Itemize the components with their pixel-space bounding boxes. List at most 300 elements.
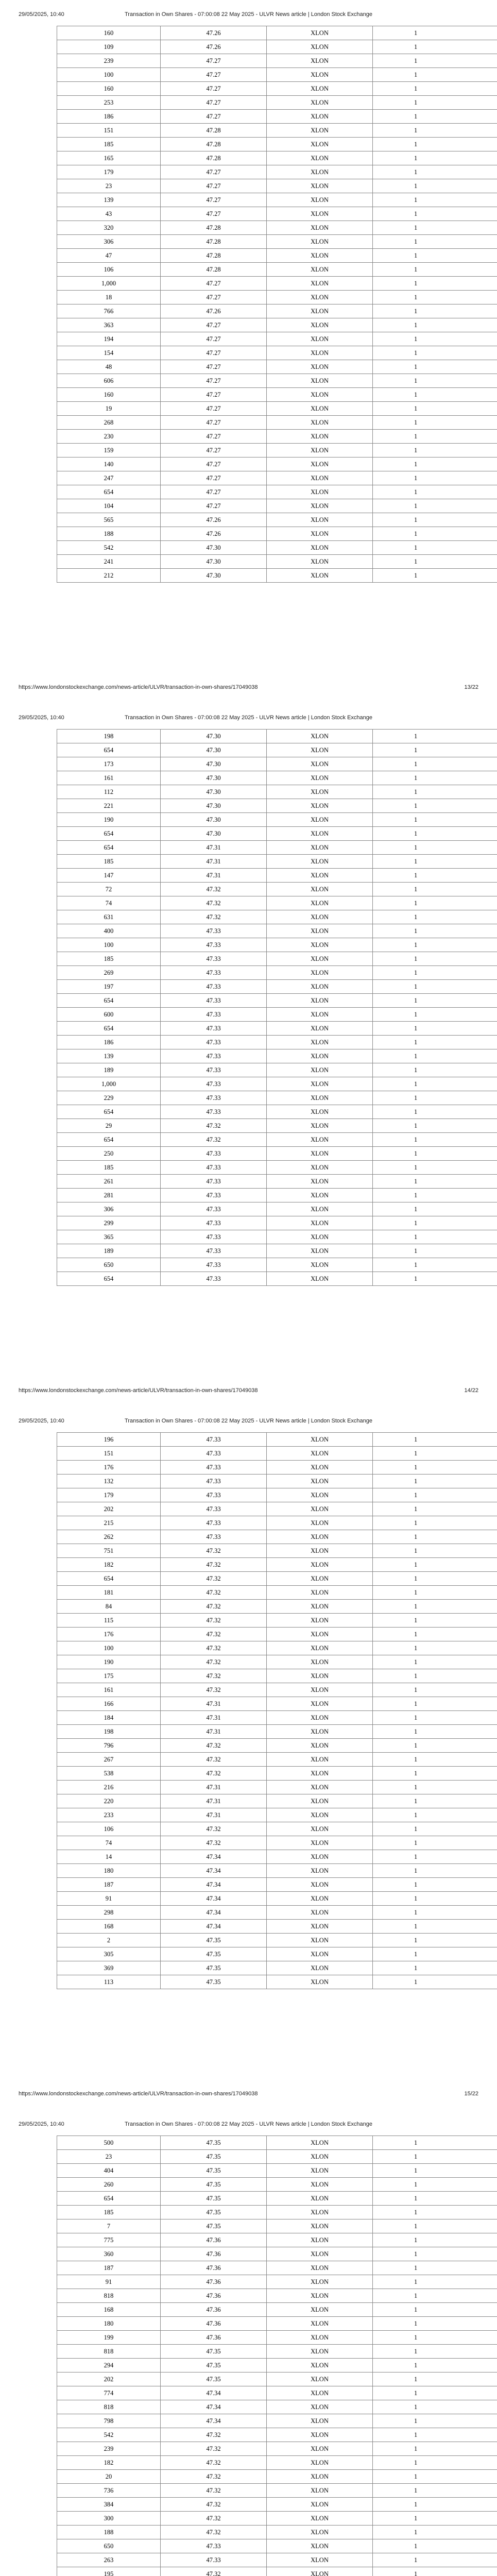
table-row — [57, 1892, 497, 1906]
extra-cell: 1 — [373, 771, 497, 785]
table-row — [57, 2192, 497, 2206]
extra-cell: 1 — [373, 1447, 497, 1461]
volume-cell: 139 — [57, 1049, 161, 1063]
transactions-table — [57, 26, 497, 583]
volume-cell: 184 — [57, 1711, 161, 1725]
venue-cell: XLON — [267, 2261, 373, 2275]
venue-cell: XLON — [267, 151, 373, 165]
extra-cell: 1 — [373, 730, 497, 743]
table-row — [57, 1586, 497, 1600]
volume-cell: 188 — [57, 527, 161, 541]
venue-cell: XLON — [267, 471, 373, 485]
table-row — [57, 499, 497, 513]
pdf-page — [0, 703, 497, 1406]
table-row — [57, 771, 497, 785]
table-row — [57, 1669, 497, 1683]
price-cell: 47.35 — [161, 2192, 267, 2206]
price-cell: 47.32 — [161, 1133, 267, 1147]
extra-cell: 1 — [373, 1975, 497, 1989]
volume-cell: 262 — [57, 1530, 161, 1544]
venue-cell: XLON — [267, 2247, 373, 2261]
venue-cell: XLON — [267, 2372, 373, 2386]
page-content — [0, 2110, 497, 2576]
price-cell: 47.33 — [161, 1216, 267, 1230]
volume-cell: 74 — [57, 1836, 161, 1850]
table-row — [57, 1836, 497, 1850]
venue-cell: XLON — [267, 2345, 373, 2359]
volume-cell: 23 — [57, 179, 161, 193]
table-row — [57, 1189, 497, 1202]
volume-cell: 100 — [57, 68, 161, 82]
table-row — [57, 1502, 497, 1516]
extra-cell: 1 — [373, 416, 497, 430]
venue-cell: XLON — [267, 2136, 373, 2150]
extra-cell: 1 — [373, 2386, 497, 2400]
extra-cell: 1 — [373, 2400, 497, 2414]
price-cell: 47.26 — [161, 527, 267, 541]
venue-cell: XLON — [267, 1244, 373, 1258]
price-cell: 47.35 — [161, 2372, 267, 2386]
table-row — [57, 1558, 497, 1572]
venue-cell: XLON — [267, 1628, 373, 1641]
table-row — [57, 1202, 497, 1216]
price-cell: 47.30 — [161, 799, 267, 813]
extra-cell: 1 — [373, 1781, 497, 1794]
table-row — [57, 1175, 497, 1189]
volume-cell: 239 — [57, 54, 161, 68]
price-cell: 47.26 — [161, 26, 267, 40]
extra-cell: 1 — [373, 1794, 497, 1808]
price-cell: 47.32 — [161, 896, 267, 910]
price-cell: 47.33 — [161, 1063, 267, 1077]
price-cell: 47.33 — [161, 1530, 267, 1544]
volume-cell: 215 — [57, 1516, 161, 1530]
price-cell: 47.30 — [161, 730, 267, 743]
table-row — [57, 1711, 497, 1725]
venue-cell: XLON — [267, 444, 373, 457]
venue-cell: XLON — [267, 1433, 373, 1447]
extra-cell: 1 — [373, 1063, 497, 1077]
volume-cell: 400 — [57, 924, 161, 938]
table-row — [57, 2275, 497, 2289]
table-row — [57, 207, 497, 221]
venue-cell: XLON — [267, 1808, 373, 1822]
venue-cell: XLON — [267, 2428, 373, 2442]
venue-cell: XLON — [267, 82, 373, 96]
venue-cell: XLON — [267, 96, 373, 110]
price-cell: 47.33 — [161, 1105, 267, 1119]
volume-cell: 197 — [57, 980, 161, 994]
table-row — [57, 471, 497, 485]
volume-cell: 631 — [57, 910, 161, 924]
table-row — [57, 1614, 497, 1628]
table-row — [57, 730, 497, 743]
transactions-table — [57, 1432, 497, 1989]
table-row — [57, 110, 497, 124]
extra-cell: 1 — [373, 1572, 497, 1586]
venue-cell: XLON — [267, 1063, 373, 1077]
venue-cell: XLON — [267, 1920, 373, 1934]
price-cell: 47.32 — [161, 1669, 267, 1683]
price-cell: 47.30 — [161, 827, 267, 841]
extra-cell: 1 — [373, 569, 497, 583]
price-cell: 47.27 — [161, 499, 267, 513]
price-cell: 47.35 — [161, 1961, 267, 1975]
table-row — [57, 1161, 497, 1175]
venue-cell: XLON — [267, 2414, 373, 2428]
venue-cell: XLON — [267, 1864, 373, 1878]
price-cell: 47.33 — [161, 1022, 267, 1036]
table-row — [57, 2372, 497, 2386]
extra-cell: 1 — [373, 402, 497, 416]
table-row — [57, 1725, 497, 1739]
venue-cell: XLON — [267, 1767, 373, 1781]
extra-cell: 1 — [373, 96, 497, 110]
venue-cell: XLON — [267, 110, 373, 124]
price-cell: 47.32 — [161, 1628, 267, 1641]
extra-cell: 1 — [373, 346, 497, 360]
price-cell: 47.30 — [161, 813, 267, 827]
venue-cell: XLON — [267, 827, 373, 841]
extra-cell: 1 — [373, 980, 497, 994]
extra-cell: 1 — [373, 1920, 497, 1934]
extra-cell: 1 — [373, 785, 497, 799]
volume-cell: 84 — [57, 1600, 161, 1614]
volume-cell: 654 — [57, 994, 161, 1008]
price-cell: 47.27 — [161, 360, 267, 374]
venue-cell: XLON — [267, 1878, 373, 1892]
venue-cell: XLON — [267, 1105, 373, 1119]
table-row — [57, 291, 497, 304]
venue-cell: XLON — [267, 2164, 373, 2178]
extra-cell: 1 — [373, 1586, 497, 1600]
table-row — [57, 1119, 497, 1133]
volume-cell: 72 — [57, 883, 161, 896]
extra-cell: 1 — [373, 1850, 497, 1864]
extra-cell: 1 — [373, 1836, 497, 1850]
extra-cell: 1 — [373, 2261, 497, 2275]
price-cell: 47.33 — [161, 924, 267, 938]
venue-cell: XLON — [267, 68, 373, 82]
extra-cell: 1 — [373, 40, 497, 54]
table-row — [57, 2219, 497, 2233]
price-cell: 47.34 — [161, 2386, 267, 2400]
table-row — [57, 1091, 497, 1105]
volume-cell: 774 — [57, 2386, 161, 2400]
volume-cell: 151 — [57, 124, 161, 138]
extra-cell: 1 — [373, 883, 497, 896]
extra-cell: 1 — [373, 827, 497, 841]
extra-cell: 1 — [373, 360, 497, 374]
volume-cell: 306 — [57, 1202, 161, 1216]
venue-cell: XLON — [267, 1544, 373, 1558]
venue-cell: XLON — [267, 541, 373, 555]
price-cell: 47.27 — [161, 193, 267, 207]
volume-cell: 751 — [57, 1544, 161, 1558]
venue-cell: XLON — [267, 221, 373, 235]
volume-cell: 115 — [57, 1614, 161, 1628]
price-cell: 47.30 — [161, 757, 267, 771]
venue-cell: XLON — [267, 1008, 373, 1022]
price-cell: 47.27 — [161, 179, 267, 193]
volume-cell: 180 — [57, 2317, 161, 2331]
table-row — [57, 2539, 497, 2553]
extra-cell: 1 — [373, 1808, 497, 1822]
extra-cell: 1 — [373, 2484, 497, 2498]
price-cell: 47.32 — [161, 2456, 267, 2470]
table-row — [57, 2178, 497, 2192]
volume-cell: 185 — [57, 952, 161, 966]
venue-cell: XLON — [267, 1836, 373, 1850]
print-header — [19, 715, 478, 722]
price-cell: 47.34 — [161, 1864, 267, 1878]
table-row — [57, 2400, 497, 2414]
venue-cell: XLON — [267, 179, 373, 193]
venue-cell: XLON — [267, 2150, 373, 2164]
venue-cell: XLON — [267, 771, 373, 785]
price-cell: 47.35 — [161, 2150, 267, 2164]
venue-cell: XLON — [267, 1036, 373, 1049]
table-row — [57, 2261, 497, 2275]
table-row — [57, 855, 497, 869]
volume-cell: 20 — [57, 2470, 161, 2484]
price-cell: 47.32 — [161, 2484, 267, 2498]
table-row — [57, 332, 497, 346]
price-cell: 47.32 — [161, 2428, 267, 2442]
table-row — [57, 1488, 497, 1502]
venue-cell: XLON — [267, 1202, 373, 1216]
print-url: https://www.londonstockexchange.com/news-article/ULVR/transaction-in-own-shares/17049038 — [19, 1387, 258, 1394]
volume-cell: 654 — [57, 841, 161, 855]
venue-cell: XLON — [267, 966, 373, 980]
extra-cell: 1 — [373, 1119, 497, 1133]
extra-cell: 1 — [373, 430, 497, 444]
volume-cell: 166 — [57, 1697, 161, 1711]
table-row — [57, 444, 497, 457]
volume-cell: 654 — [57, 485, 161, 499]
price-cell: 47.32 — [161, 1119, 267, 1133]
volume-cell: 202 — [57, 2372, 161, 2386]
venue-cell: XLON — [267, 1049, 373, 1063]
venue-cell: XLON — [267, 1530, 373, 1544]
table-row — [57, 360, 497, 374]
extra-cell: 1 — [373, 1161, 497, 1175]
price-cell: 47.33 — [161, 1258, 267, 1272]
table-row — [57, 966, 497, 980]
price-cell: 47.27 — [161, 388, 267, 402]
price-cell: 47.31 — [161, 855, 267, 869]
extra-cell: 1 — [373, 2428, 497, 2442]
table-row — [57, 26, 497, 40]
table-row — [57, 1655, 497, 1669]
extra-cell: 1 — [373, 1461, 497, 1475]
venue-cell: XLON — [267, 730, 373, 743]
extra-cell: 1 — [373, 1864, 497, 1878]
venue-cell: XLON — [267, 1175, 373, 1189]
price-cell: 47.33 — [161, 1077, 267, 1091]
volume-cell: 384 — [57, 2498, 161, 2512]
table-row — [57, 1105, 497, 1119]
table-row — [57, 1906, 497, 1920]
extra-cell: 1 — [373, 2136, 497, 2150]
venue-cell: XLON — [267, 388, 373, 402]
price-cell: 47.33 — [161, 994, 267, 1008]
extra-cell: 1 — [373, 1077, 497, 1091]
extra-cell: 1 — [373, 2192, 497, 2206]
extra-cell: 1 — [373, 2442, 497, 2456]
venue-cell: XLON — [267, 499, 373, 513]
table-row — [57, 1878, 497, 1892]
volume-cell: 186 — [57, 1036, 161, 1049]
volume-cell: 106 — [57, 263, 161, 277]
extra-cell: 1 — [373, 2345, 497, 2359]
volume-cell: 369 — [57, 1961, 161, 1975]
volume-cell: 796 — [57, 1739, 161, 1753]
volume-cell: 261 — [57, 1175, 161, 1189]
venue-cell: XLON — [267, 1447, 373, 1461]
extra-cell: 1 — [373, 799, 497, 813]
table-row — [57, 757, 497, 771]
venue-cell: XLON — [267, 855, 373, 869]
table-row — [57, 1864, 497, 1878]
extra-cell: 1 — [373, 2526, 497, 2539]
venue-cell: XLON — [267, 1975, 373, 1989]
venue-cell: XLON — [267, 138, 373, 151]
extra-cell: 1 — [373, 994, 497, 1008]
price-cell: 47.32 — [161, 1544, 267, 1558]
volume-cell: 2 — [57, 1934, 161, 1947]
table-row — [57, 1794, 497, 1808]
table-row — [57, 1753, 497, 1767]
table-row — [57, 40, 497, 54]
volume-cell: 775 — [57, 2233, 161, 2247]
volume-cell: 650 — [57, 1258, 161, 1272]
extra-cell: 1 — [373, 1516, 497, 1530]
print-title: Transaction in Own Shares - 07:00:08 22 May 2025 - ULVR News article | London Stock Exchange — [125, 715, 372, 721]
table-row — [57, 430, 497, 444]
volume-cell: 221 — [57, 799, 161, 813]
extra-cell: 1 — [373, 1739, 497, 1753]
price-cell: 47.30 — [161, 569, 267, 583]
volume-cell: 179 — [57, 1488, 161, 1502]
table-row — [57, 54, 497, 68]
volume-cell: 360 — [57, 2247, 161, 2261]
price-cell: 47.34 — [161, 2400, 267, 2414]
volume-cell: 220 — [57, 1794, 161, 1808]
table-row — [57, 1961, 497, 1975]
price-cell: 47.30 — [161, 785, 267, 799]
table-row — [57, 1475, 497, 1488]
table-row — [57, 924, 497, 938]
price-cell: 47.36 — [161, 2247, 267, 2261]
venue-cell: XLON — [267, 40, 373, 54]
extra-cell: 1 — [373, 179, 497, 193]
table-row — [57, 1133, 497, 1147]
price-cell: 47.32 — [161, 2442, 267, 2456]
venue-cell: XLON — [267, 2331, 373, 2345]
extra-cell: 1 — [373, 304, 497, 318]
venue-cell: XLON — [267, 1502, 373, 1516]
venue-cell: XLON — [267, 757, 373, 771]
volume-cell: 363 — [57, 318, 161, 332]
table-row — [57, 2456, 497, 2470]
extra-cell: 1 — [373, 485, 497, 499]
extra-cell: 1 — [373, 1133, 497, 1147]
extra-cell: 1 — [373, 1502, 497, 1516]
extra-cell: 1 — [373, 2289, 497, 2303]
price-cell: 47.35 — [161, 1947, 267, 1961]
venue-cell: XLON — [267, 2512, 373, 2526]
venue-cell: XLON — [267, 1711, 373, 1725]
price-cell: 47.27 — [161, 332, 267, 346]
price-cell: 47.31 — [161, 1725, 267, 1739]
price-cell: 47.34 — [161, 1920, 267, 1934]
price-cell: 47.33 — [161, 1461, 267, 1475]
venue-cell: XLON — [267, 2456, 373, 2470]
volume-cell: 294 — [57, 2359, 161, 2372]
volume-cell: 187 — [57, 2261, 161, 2275]
table-row — [57, 569, 497, 583]
price-cell: 47.33 — [161, 1202, 267, 1216]
venue-cell: XLON — [267, 249, 373, 263]
volume-cell: 140 — [57, 457, 161, 471]
extra-cell: 1 — [373, 444, 497, 457]
venue-cell: XLON — [267, 1739, 373, 1753]
venue-cell: XLON — [267, 2470, 373, 2484]
venue-cell: XLON — [267, 938, 373, 952]
volume-cell: 48 — [57, 360, 161, 374]
volume-cell: 766 — [57, 304, 161, 318]
table-row — [57, 2526, 497, 2539]
venue-cell: XLON — [267, 813, 373, 827]
venue-cell: XLON — [267, 2317, 373, 2331]
price-cell: 47.31 — [161, 1808, 267, 1822]
volume-cell: 185 — [57, 1161, 161, 1175]
table-row — [57, 1850, 497, 1864]
price-cell: 47.33 — [161, 1036, 267, 1049]
extra-cell: 1 — [373, 1934, 497, 1947]
extra-cell: 1 — [373, 1272, 497, 1286]
price-cell: 47.35 — [161, 1934, 267, 1947]
price-cell: 47.34 — [161, 1892, 267, 1906]
venue-cell: XLON — [267, 1683, 373, 1697]
table-row — [57, 1920, 497, 1934]
volume-cell: 181 — [57, 1586, 161, 1600]
table-row — [57, 1530, 497, 1544]
venue-cell: XLON — [267, 1753, 373, 1767]
price-cell: 47.33 — [161, 1189, 267, 1202]
volume-cell: 109 — [57, 40, 161, 54]
extra-cell: 1 — [373, 2456, 497, 2470]
volume-cell: 161 — [57, 771, 161, 785]
venue-cell: XLON — [267, 124, 373, 138]
venue-cell: XLON — [267, 1258, 373, 1272]
table-row — [57, 1036, 497, 1049]
table-row — [57, 1808, 497, 1822]
table-row — [57, 1447, 497, 1461]
volume-cell: 1,000 — [57, 1077, 161, 1091]
price-cell: 47.32 — [161, 1739, 267, 1753]
table-row — [57, 1975, 497, 1989]
volume-cell: 230 — [57, 430, 161, 444]
extra-cell: 1 — [373, 374, 497, 388]
extra-cell: 1 — [373, 1697, 497, 1711]
table-row — [57, 1147, 497, 1161]
extra-cell: 1 — [373, 1216, 497, 1230]
table-row — [57, 2303, 497, 2317]
volume-cell: 365 — [57, 1230, 161, 1244]
venue-cell: XLON — [267, 1781, 373, 1794]
